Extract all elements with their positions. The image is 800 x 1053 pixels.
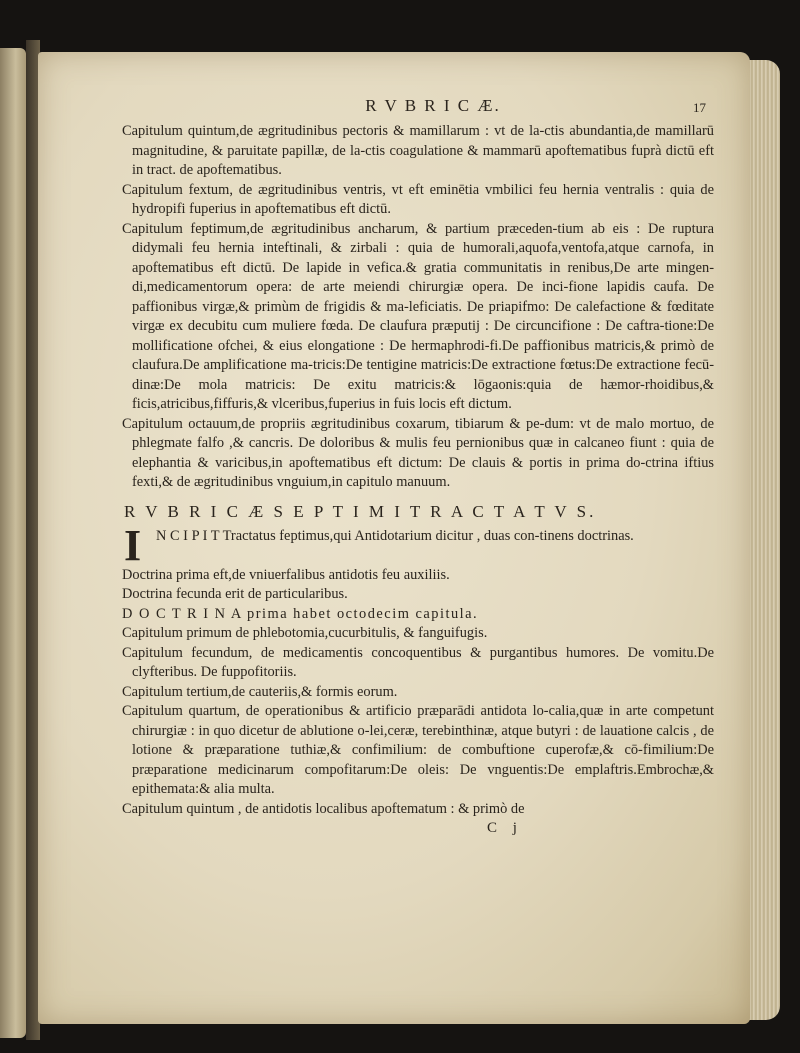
incipit-text: N C I P I T Tractatus feptimus,qui Antidotarium dicitur , duas con-tinens doctrinas. (156, 527, 634, 544)
signature-mark: C j (487, 820, 523, 836)
doctrine-entry: Doctrina fecunda erit de particularibus. (122, 586, 348, 602)
chapter-entry: Capitulum octauum,de propriis ægritudinibus coxarum, tibiarum & pe-dum: vt de malo mortuo, de phlegmate falfo ,& cancris. De doloribus & mulis feu pernionibus quæ in calcaneo fiunt : quia de elephantia & varicibus,in apoftematibus eft dictum: De clauis & portis in prima do-ctrina iftius fexti,& de ægritudinibus vnguium,in capitulo manuum. (122, 415, 714, 490)
page-footer (122, 819, 714, 839)
running-head (122, 96, 714, 122)
doctrine-heading: D O C T R I N A prima habet octodecim capitula. (122, 605, 479, 622)
chapter-entry: Capitulum quartum, de operationibus & artificio præparādi antidota lo-calia,quæ in arte competunt chirurgiæ : in quo dicetur de ablutione o-lei,ceræ, terebinthinæ, atque butyri : de lauatione calcis , de lotione & præparatione tuthiæ,& confimilium: de combuftione cuperofæ,& cō-fimilium:De præparatione medicinarum compofitarum:De oleis: De vnguentis:De emplaftris.Embrochæ,& epithemata:& alia multa. (122, 703, 714, 797)
section-heading: R V B R I C Æ S E P T I M I T R A C T A T V S. (124, 501, 597, 521)
page-stack-edge (746, 60, 780, 1020)
chapter-entry: Capitulum primum de phlebotomia,cucurbitulis, & fanguifugis. (122, 625, 488, 641)
drop-capital: I (124, 520, 142, 570)
doctrine-entry: Doctrina prima eft,de vniuerfalibus antidotis feu auxiliis. (122, 566, 450, 583)
incipit-paragraph (122, 520, 714, 570)
facing-page-edge (0, 48, 26, 1038)
chapter-entry: Capitulum quintum , de antidotis localibus apoftematum : & primò de (122, 800, 525, 817)
chapter-entry: Capitulum fecundum, de medicamentis concoquentibus & purgantibus humores. De vomitu.De clyfteribus. De fuppofitoriis. (122, 644, 714, 680)
chapter-entry: Capitulum feptimum,de ægritudinibus ancharum, & partium præceden-tium ab eis : De ruptura didymali feu hernia inteftinali, & zirbali : quia de humorali,aquofa,ventofa,atque carnofa, in apoftematibus eft dictū. De lapide in vefica.& gratia communitatis in renibus,De arte mingen-di,medicamentorum opera: de arte meiendi chirurgiæ opera. De inci-fione lapidis caufa. De paffionibus virgæ,& primùm de frigidis & ma-leficiatis. De priapifmo: De calefactione & fœditate virgæ ex decubitu cum muliere fœda. De claufura præputij : De circuncifione : De caftra-tione:De mollificatione ofchei, & eius elongatione : De hermaphrodi-fi.De paffionibus matricis,& primò de claufura.De amplificatione ma-tricis:De tentigine matricis:De extractione fœtus:De extractione fecū-dinæ:De mola matricis: De exitu matricis:& lōgaonis:quia de hæmor-rhoidibus,& ficis,atricibus,fiffuris,& vlceribus,fuperius in fuis locis eft dictum. (122, 220, 714, 412)
page-number: 17 (693, 100, 706, 115)
chapter-entry: Capitulum tertium,de cauteriis,& formis eorum. (122, 683, 398, 700)
running-head-title: R V B R I C Æ. (365, 96, 501, 115)
page-text-block (122, 96, 714, 839)
chapter-entry: Capitulum fextum, de ægritudinibus ventris, vt eft eminētia vmbilici feu hernia ventralis : quia de hydropifi fuperius in apoftematibus eft dictū. (122, 181, 714, 217)
chapter-entry: Capitulum quintum,de ægritudinibus pectoris & mamillarum : vt de la-ctis abundantia,de mamillarū magnitudine, & paruitate papillæ, de la-ctis coagulatione & mammarū apoftematibus fuprà dictū eft in tract. de apoftematibus. (122, 123, 714, 178)
